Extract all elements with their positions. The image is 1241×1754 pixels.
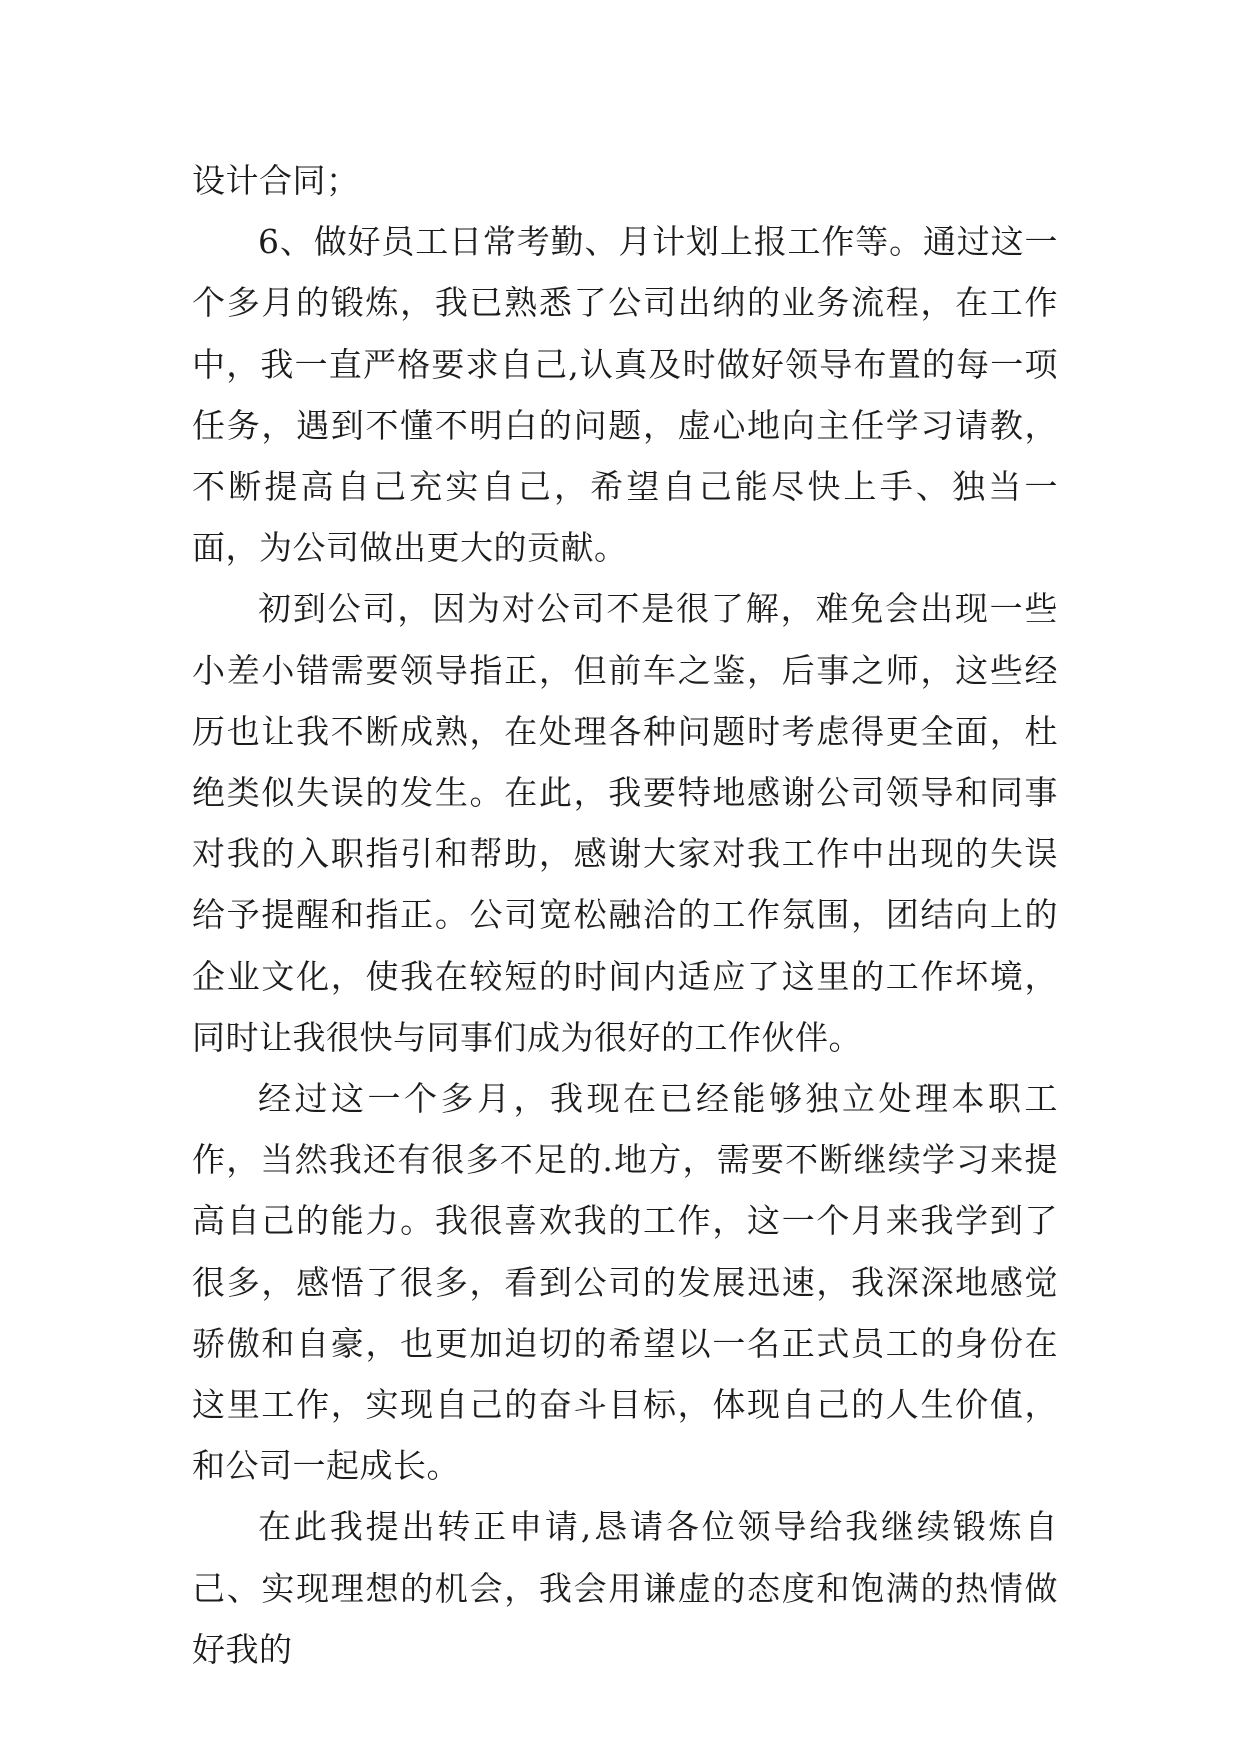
paragraph-gratitude: 初到公司，因为对公司不是很了解，难免会出现一些小差小错需要领导指正，但前车之鉴，后事之师，这些经历也让我不断成熟，在处理各种问题时考虑得更全面，杜绝类似失误的发生。在此，我要特地感谢公司领导和同事对我的入职指引和帮助，感谢大家对我工作中出现的失误给予提醒和指正。公司宽松融洽的工作氛围，团结向上的企业文化，使我在较短的时间内适应了这里的工作坏境，同时让我很快与同事们成为很好的工作伙伴。 [192,589,1058,1057]
document-page [192,150,1058,1680]
paragraph-application: 在此我提出转正申请,恳请各位领导给我继续锻炼自己、实现理想的机会，我会用谦虚的态度和饱满的热情做好我的 [192,1507,1058,1669]
paragraph-continuation: 设计合同； [192,161,360,200]
paragraph-progress: 经过这一个多月，我现在已经能够独立处理本职工作，当然我还有很多不足的.地方，需要不断继续学习来提高自己的能力。我很喜欢我的工作，这一个月来我学到了很多，感悟了很多，看到公司的发展迅速，我深深地感觉骄傲和自豪，也更加迫切的希望以一名正式员工的身份在这里工作，实现自己的奋斗目标，体现自己的人生价值，和公司一起成长。 [192,1079,1058,1486]
paragraph-item-6: 6、做好员工日常考勤、月计划上报工作等。通过这一个多月的锻炼，我已熟悉了公司出纳的业务流程，在工作中，我一直严格要求自己,认真及时做好领导布置的每一项任务，遇到不懂不明白的问题，虚心地向主任学习请教，不断提高自己充实自己，希望自己能尽快上手、独当一面，为公司做出更大的贡献。 [192,222,1058,568]
